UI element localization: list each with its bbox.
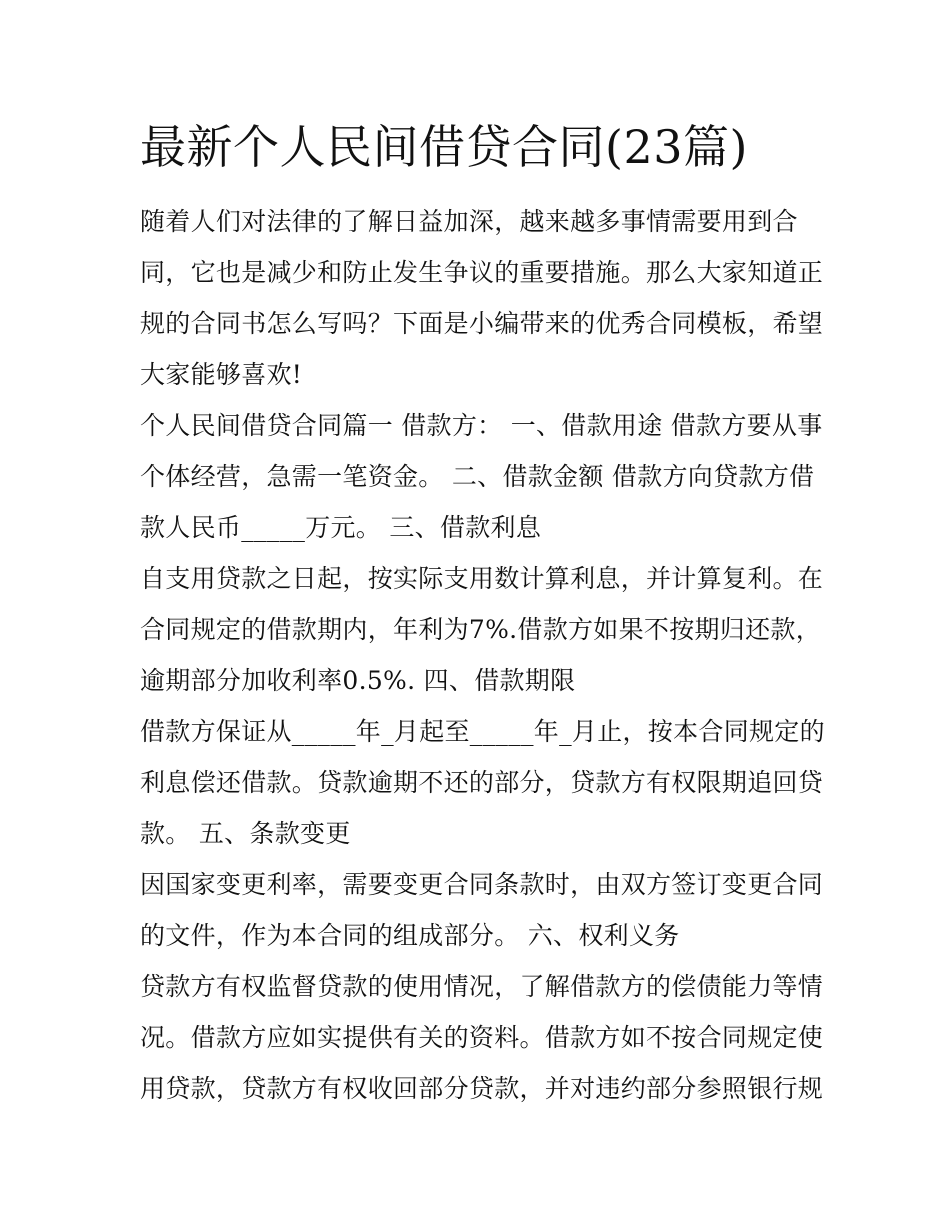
body-line: 的文件，作为本合同的组成部分。 六、权利义务 (140, 921, 680, 950)
body-line: 自支用贷款之日起，按实际支用数计算利息，并计算复利。在 (140, 564, 824, 593)
body-line: 款。 五、条款变更 (140, 819, 351, 848)
body-line: 规的合同书怎么写吗？下面是小编带来的优秀合同模板，希望 (140, 309, 824, 338)
document-title: 最新个人民间借贷合同(23篇) (140, 120, 748, 174)
body-line: 个体经营，急需一笔资金。 二、借款金额 借款方向贷款方借 (140, 462, 815, 491)
body-line: 借款方保证从_____年_月起至_____年_月止，按本合同规定的 (140, 717, 825, 746)
body-line: 款人民币_____万元。 三、借款利息 (140, 513, 542, 542)
body-line: 个人民间借贷合同篇一 借款方： 一、借款用途 借款方要从事 (140, 411, 823, 440)
body-line: 随着人们对法律的了解日益加深，越来越多事情需要用到合 (140, 207, 798, 236)
body-line: 因国家变更利率，需要变更合同条款时，由双方签订变更合同 (140, 870, 824, 899)
body-line: 逾期部分加收利率0.5%. 四、借款期限 (140, 666, 576, 695)
body-line: 况。借款方应如实提供有关的资料。借款方如不按合同规定使 (140, 1023, 824, 1052)
body-line: 用贷款，贷款方有权收回部分贷款，并对违约部分参照银行规 (140, 1074, 824, 1103)
body-line: 合同规定的借款期内，年利为7%.借款方如果不按期归还款， (140, 615, 822, 644)
body-line: 贷款方有权监督贷款的使用情况，了解借款方的偿债能力等情 (140, 972, 824, 1001)
document-body (140, 196, 825, 1114)
body-line: 大家能够喜欢! (140, 360, 303, 389)
body-line: 同，它也是减少和防止发生争议的重要措施。那么大家知道正 (140, 258, 824, 287)
body-line: 利息偿还借款。贷款逾期不还的部分，贷款方有权限期追回贷 (140, 768, 824, 797)
